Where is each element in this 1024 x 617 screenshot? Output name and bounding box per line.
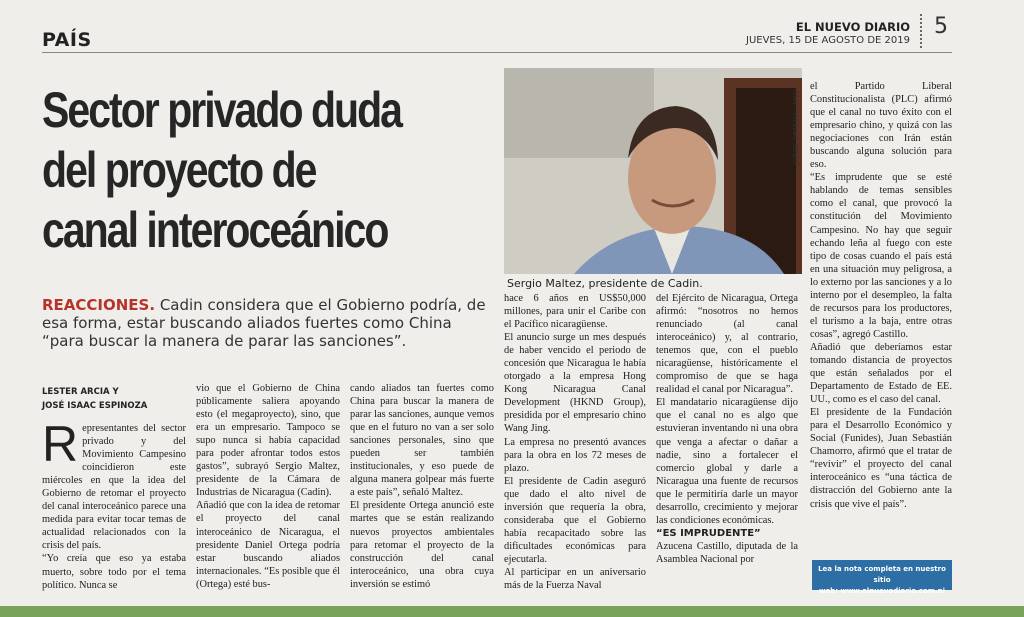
bottom-strip (0, 606, 1024, 617)
article-column-4 (504, 292, 646, 592)
paragraph: “Yo creía que eso ya estaba muerto, sobre todo por el tema político. Nunca se (42, 553, 186, 591)
paragraph: epresentantes del sector privado y del Movimiento Campesino coincidieron este miércoles en que la idea del Gobierno de retomar el proyecto del canal interoceánico parece una medida para evitar tocar temas de actualidad relacionados con la crisis del país. (42, 423, 186, 552)
deck-text: Cadin considera que el Gobierno podría, de esa forma, estar buscando aliados fuertes como China “para buscar la manera de parar las sanciones”. (42, 296, 486, 350)
paragraph: La empresa no presentó avances para la obra en los 72 meses de plazo. (504, 436, 646, 474)
photo-caption: Sergio Maltez, presidente de Cadin. (507, 277, 703, 290)
paragraph: del Ejército de Nicaragua, Ortega afirmó: “nosotros no hemos renunciado (al canal interoceánico) y, al contrario, tenemos que, con el pueblo nicaragüense, históricamente el compromiso de que se haga realidad el canal por Nicaragua”. (656, 293, 798, 396)
photo-sergio-maltez (504, 68, 802, 274)
portrait-photo (504, 68, 802, 274)
web-promo-box[interactable] (812, 560, 952, 595)
paragraph: El mandatario nicaragüense dijo que el canal no es algo que estuvieran inventando ni una obra que venga a afectar o dañar a nadie, sino a fortalecer el comercio global y darle a Nicaragua una fuente de recursos que le permitiría darle un mayor desarrollo, crecimiento y mejorar las condiciones económicas. (656, 397, 798, 526)
section-label: PAÍS (42, 29, 92, 51)
article-column-2 (196, 382, 340, 591)
promo-line2: web: www.elnuevodiario.com.ni (818, 587, 946, 595)
header-divider (920, 14, 925, 48)
page-number: 5 (934, 14, 948, 39)
subheading: “ES IMPRUDENTE” (656, 527, 761, 539)
paragraph: Al participar en un aniversario más de la Fuerza Naval (504, 566, 646, 592)
photo-credit: JORGE ORTEGA / END (792, 89, 800, 165)
article-column-3 (350, 382, 494, 591)
paragraph: el Partido Liberal Constitucionalista (PLC) afirmó que el canal no tuvo éxito con el empresario chino, y quizá con las negociaciones con Irán están buscando alguna solución para eso. (810, 81, 952, 171)
promo-line1: Lea la nota completa en nuestro sitio (818, 565, 946, 584)
paragraph: hace 6 años en US$50,000 millones, para unir el Caribe con el Pacífico nicaragüense. (504, 293, 646, 331)
article-column-6 (810, 80, 952, 511)
paragraph: “Es imprudente que se esté hablando de temas sensibles como el canal, que provocó la constitución del Movimiento Campesino. No hay que seguir echando leña al fuego con este tipo de cosas cuando el país está en una situación muy peligrosa, a lo externo por las sanciones y a lo interno por el desempleo, la falta de recursos para los productores, el turismo a la baja, entre otras cosas”, agregó Castillo. (810, 172, 952, 340)
paragraph: Añadió que con la idea de retomar el proyecto del canal interoceánico de Nicaragua, el presidente Daniel Ortega podría estar buscando aliados internacionales. “Es posible que él (Ortega) esté bus- (196, 500, 340, 590)
deck (42, 296, 492, 350)
byline (42, 385, 187, 413)
byline-line2: JOSÉ ISAAC ESPINOZA (42, 401, 148, 411)
headline: Sector privado duda del proyecto de canal interoceánico (42, 82, 402, 258)
paragraph: Azucena Castillo, diputada de la Asamblea Nacional por (656, 540, 798, 565)
article-column-5 (656, 292, 798, 566)
paragraph: El presidente de la Fundación para el Desarrollo Económico y Social (Funides), Juan Sebastián Chamorro, afirmó que el tratar de “revivir” el proyecto del canal interoceánico es “una táctica de distracción del Gobierno ante la crisis que vive el país”. (810, 407, 952, 510)
article-column-1 (42, 416, 186, 592)
dropcap: R (42, 416, 79, 472)
paragraph: Añadió que deberíamos estar tomando distancia de proyectos que están señalados por el Departamento de Estado de EE. UU., como es el caso del canal. (810, 341, 952, 406)
byline-line1: LESTER ARCIA Y (42, 387, 119, 397)
dateline: JUEVES, 15 DE AGOSTO DE 2019 (746, 35, 910, 46)
paragraph: El presidente de Cadin aseguró que dado el alto nivel de inversión que requería la obra, consideraba que el Gobierno había recapacitado sobre las dificultades económicas para ejecutarla. (504, 475, 646, 565)
paragraph: vio que el Gobierno de China públicamente saliera apoyando esto (el megaproyecto), sino, que era un empresario. Tampoco se supo nunca si había capacidad para poder afrontar todos estos gastos”, subrayó Sergio Maltez, presidente de la Cámara de Industrias de Nicaragua (Cadin). (196, 383, 340, 499)
paragraph: El anuncio surge un mes después de haber vencido el periodo de concesión que Nicaragua le había otorgado a la empresa Hong Kong Nicaragua Canal Development (HKND Group), presidida por el empresario chino Wang Jing. (504, 332, 646, 435)
deck-kicker: REACCIONES. (42, 296, 156, 314)
masthead: EL NUEVO DIARIO (795, 20, 910, 34)
paragraph: cando aliados tan fuertes como China para buscar la manera de parar las sanciones, aunque vemos que en el futuro no van a ser solo sanciones personales, sino que pueden ser también institucionales, y eso puede de alguna manera golpear más fuerte a este país”, señaló Maltez. (350, 383, 494, 499)
header-rule (42, 52, 952, 53)
paragraph: El presidente Ortega anunció este martes que se están realizando nuevos proyectos ambientales para retomar el proyecto de la construcción del canal interoceánico, una obra cuya inversión se estimó (350, 500, 494, 590)
